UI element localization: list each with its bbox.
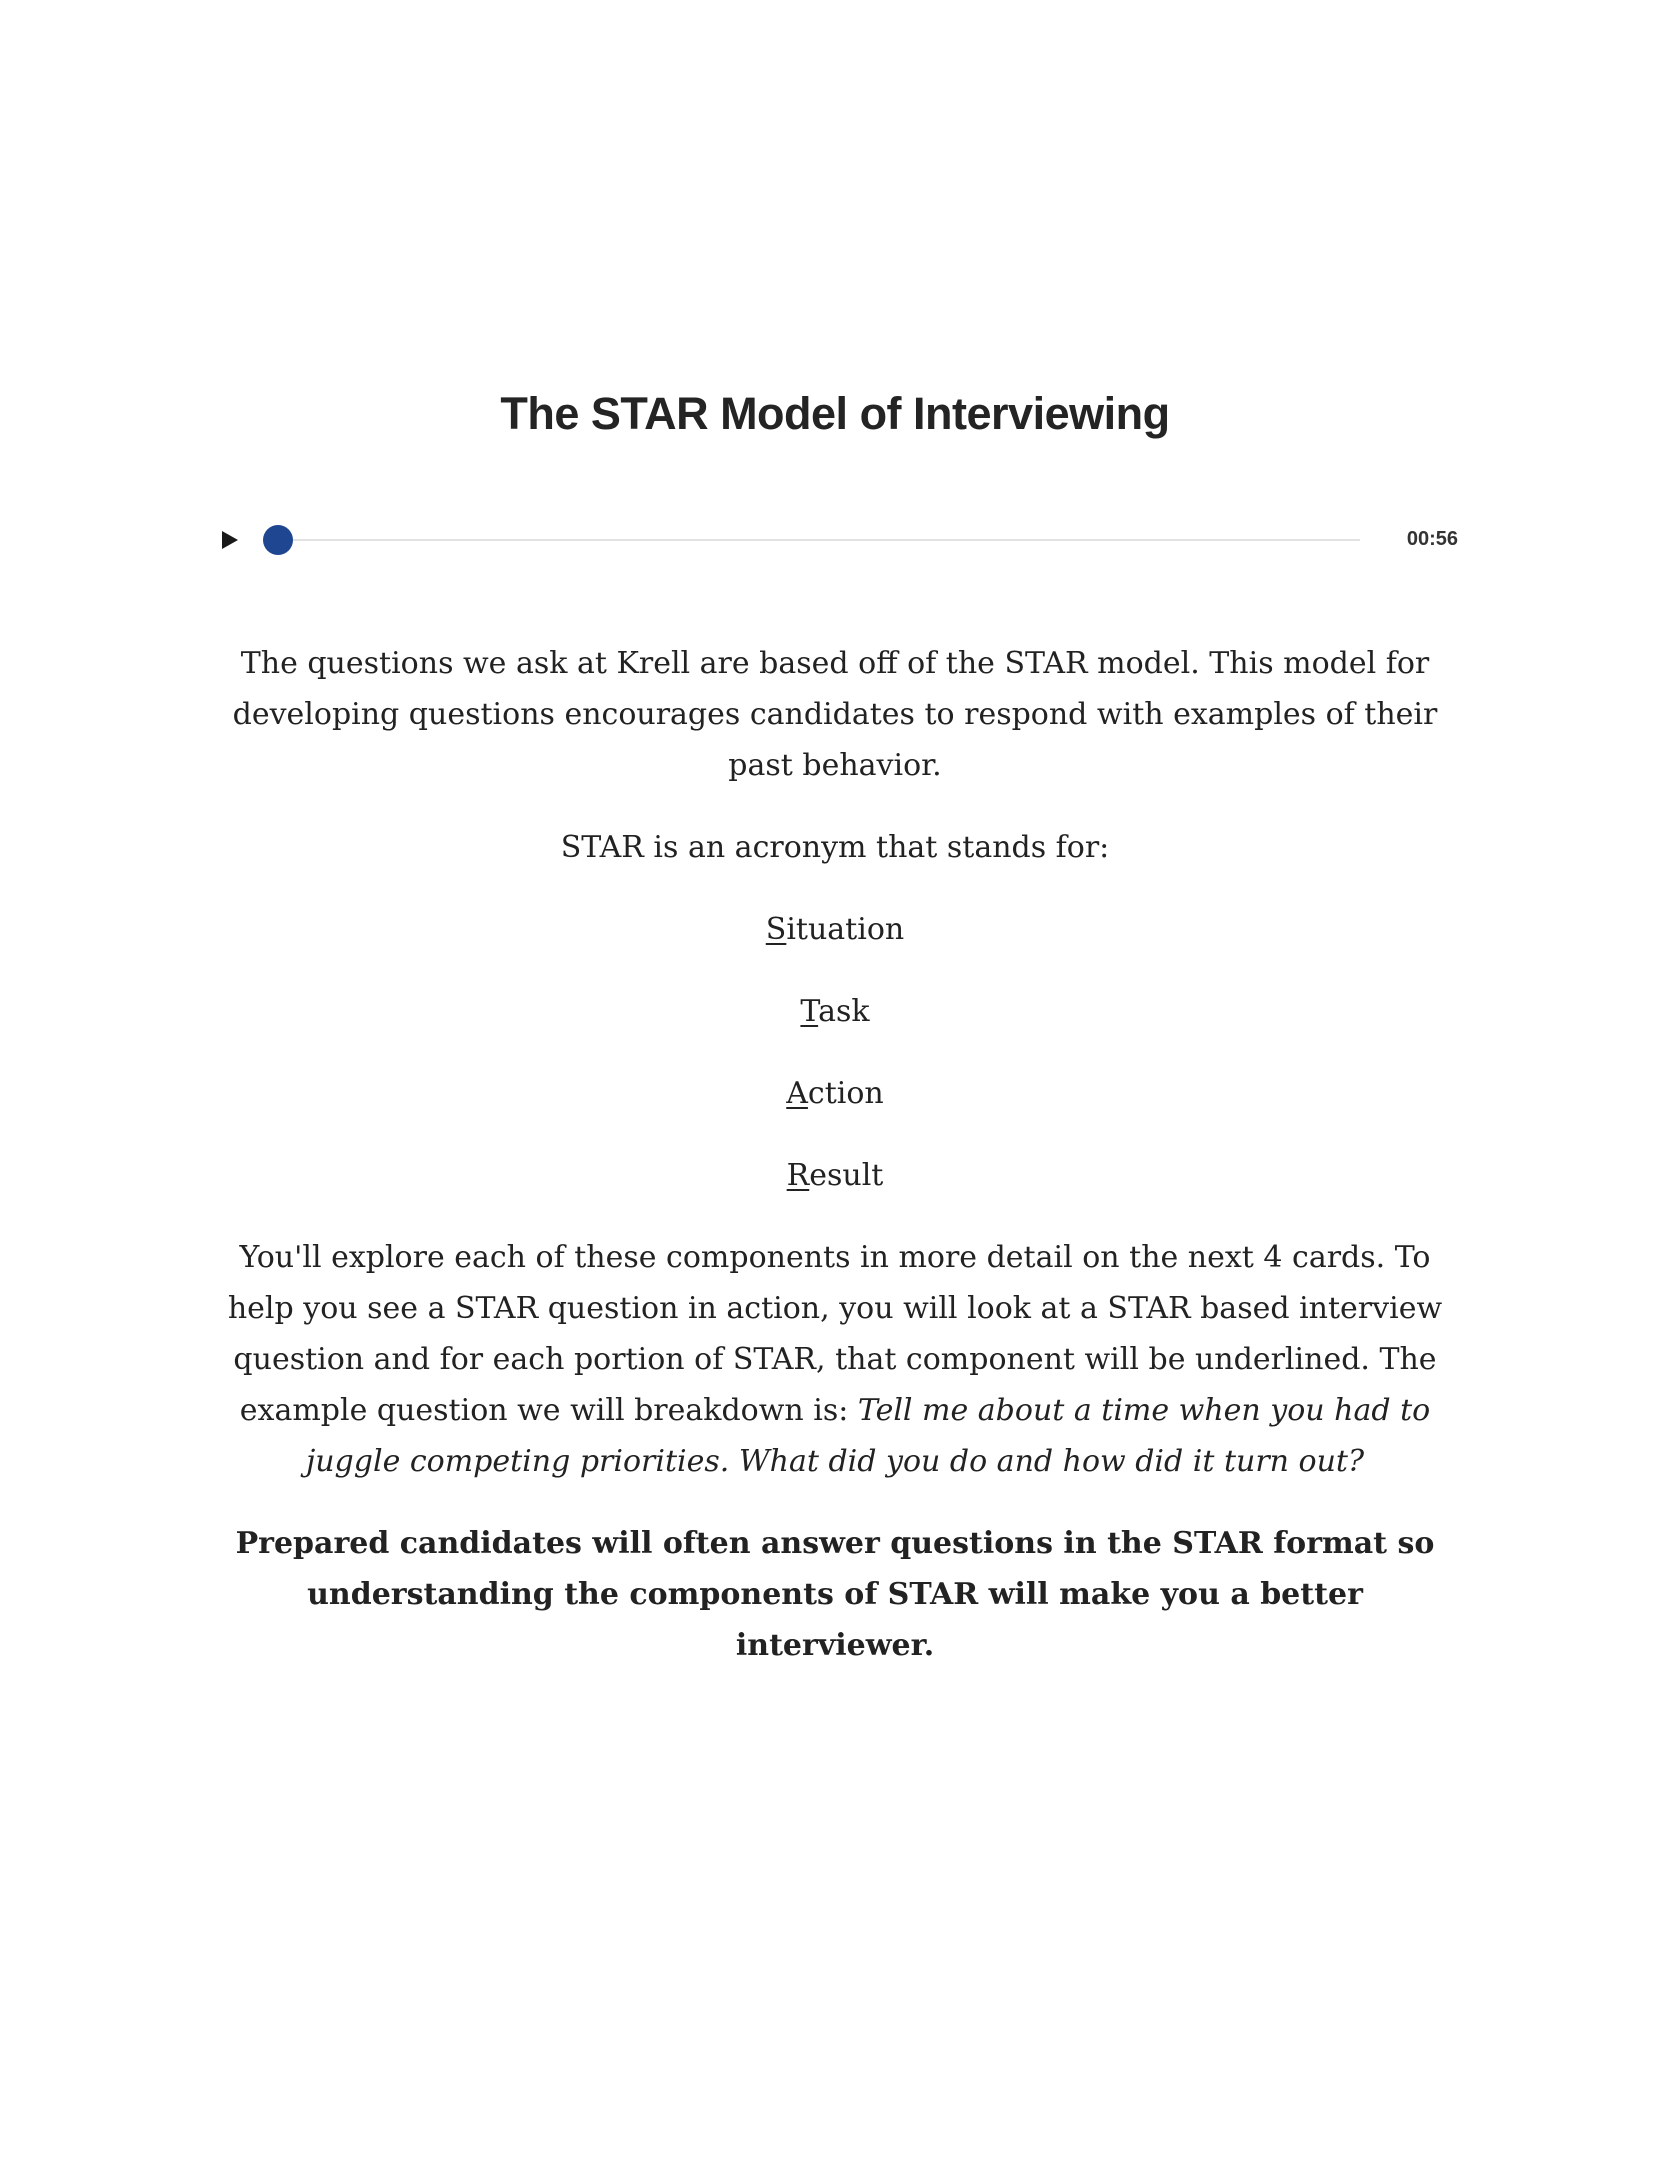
example-question: Tell me about a time when you had to juggle competing priorities. What did you do and how did it turn out? (305, 1393, 1431, 1479)
play-icon[interactable] (218, 528, 242, 552)
acronym-letter: A (786, 1076, 808, 1111)
acronym-rest: ask (818, 994, 870, 1029)
acronym-item-action (225, 1068, 1445, 1119)
acronym-intro: STAR is an acronym that stands for: (560, 830, 1110, 865)
acronym-rest: ction (807, 1076, 884, 1111)
acronym-item-situation (225, 904, 1445, 955)
audio-scrubber-handle[interactable] (263, 525, 293, 555)
closing-note: Prepared candidates will often answer questions in the STAR format so understanding the components of STAR will make you a better interviewer. (235, 1526, 1435, 1663)
acronym-rest: ituation (786, 912, 905, 947)
explore-paragraph (225, 1232, 1445, 1487)
acronym-letter: R (786, 1158, 810, 1193)
acronym-item-result (225, 1150, 1445, 1201)
explore-text: You'll explore each of these components in more detail on the next 4 cards. To help you see a STAR question in action, you will look at a STAR based interview question and for each portion of STAR, that component will be underlined. The example question we will breakdown is: (227, 1240, 1443, 1428)
card-content (225, 638, 1445, 1702)
audio-duration: 00:56 (1406, 528, 1458, 550)
intro-paragraph: The questions we ask at Krell are based off of the STAR model. This model for developing questions encourages candidates to respond with examples of their past behavior. (232, 646, 1438, 783)
acronym-item-task (225, 986, 1445, 1037)
page-title: The STAR Model of Interviewing (500, 388, 1170, 439)
acronym-letter: S (765, 912, 787, 947)
acronym-letter: T (800, 994, 819, 1029)
audio-player (218, 518, 1458, 562)
audio-progress-track[interactable] (278, 539, 1360, 541)
acronym-rest: esult (809, 1158, 884, 1193)
